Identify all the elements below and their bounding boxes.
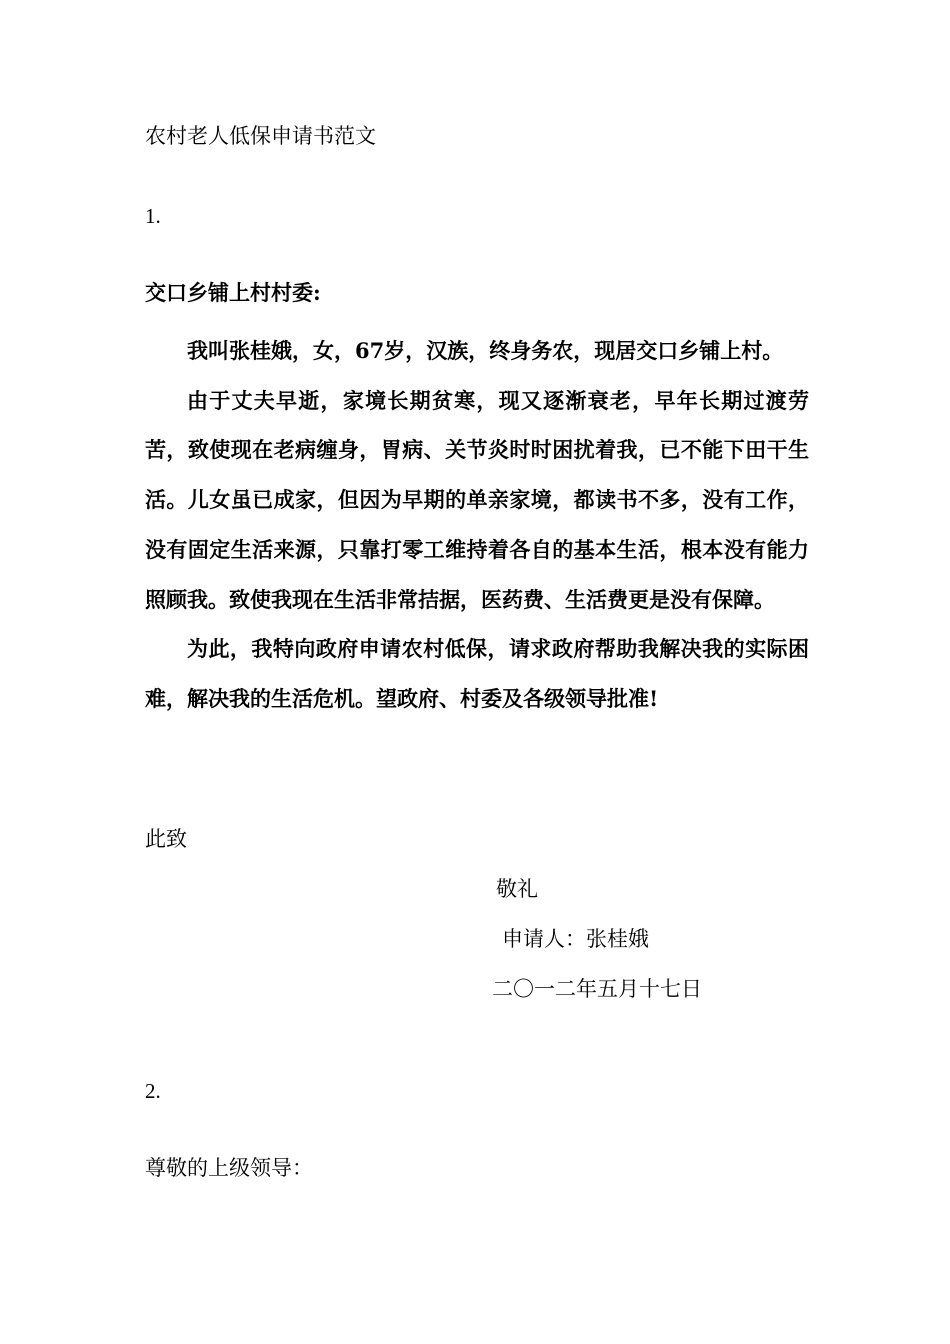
document-title: 农村老人低保申请书范文 xyxy=(145,124,376,148)
applicant-signature: 申请人：张桂娥 xyxy=(502,927,649,951)
closing-phrase: 此致 xyxy=(145,827,187,851)
paragraph-circumstances: 由于丈夫早逝，家境长期贫寒，现又逐渐衰老，早年长期过渡劳苦，致使现在老病缠身，胃病、关节炎时时困扰着我，已不能下田干生活。儿女虽已成家，但因为早期的单亲家境，都读书不多，没有工作，没有固定生活来源，只靠打零工维持着各自的基本生活，根本没有能力照顾我。致使我现在生活非常拮据，医药费、生活费更是没有保障。 xyxy=(145,387,809,612)
section-2-number: 2. xyxy=(145,1079,161,1103)
paragraph-request: 为此，我特向政府申请农村低保，请求政府帮助我解决我的实际困难，解决我的生活危机。望政府、村委及各级领导批准! xyxy=(145,636,809,711)
section-1-number: 1. xyxy=(145,204,161,228)
section-1-salutation: 交口乡铺上村村委: xyxy=(145,280,321,305)
section-1-body xyxy=(145,326,809,724)
letter-date: 二〇一二年五月十七日 xyxy=(492,977,702,1001)
paragraph-personal-info: 我叫张桂娥，女，67岁，汉族，终身务农，现居交口乡铺上村。 xyxy=(187,338,784,363)
regards-phrase: 敬礼 xyxy=(496,877,538,901)
section-2-salutation: 尊敬的上级领导： xyxy=(145,1156,313,1180)
